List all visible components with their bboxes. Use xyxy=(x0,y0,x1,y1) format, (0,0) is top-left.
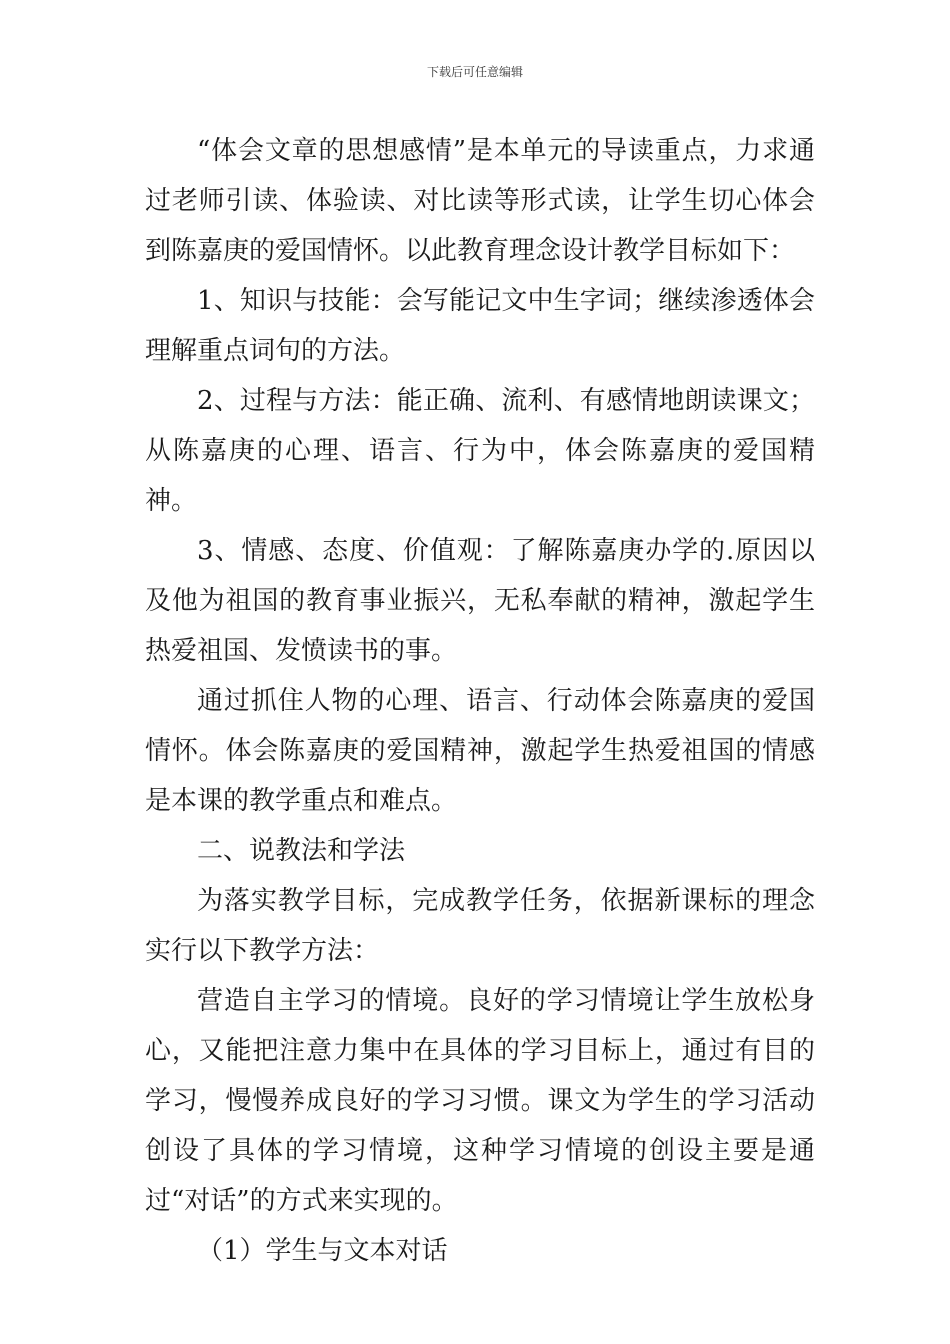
paragraph-goal-emotion: 3、情感、态度、价值观：了解陈嘉庚办学的.原因以及他为祖国的教育事业振兴，无私奉献的精神，激起学生热爱祖国、发愤读书的事。 xyxy=(145,536,815,666)
paragraph-methods-intro: 为落实教学目标，完成教学任务，依据新课标的理念实行以下教学方法： xyxy=(145,886,815,966)
paragraph-intro: “体会文章的思想感情”是本单元的导读重点，力求通过老师引读、体验读、对比读等形式读，让学生切心体会到陈嘉庚的爱国情怀。以此教育理念设计教学目标如下： xyxy=(145,136,815,266)
paragraph-key-points: 通过抓住人物的心理、语言、行动体会陈嘉庚的爱国情怀。体会陈嘉庚的爱国精神，激起学生热爱祖国的情感是本课的教学重点和难点。 xyxy=(145,686,815,816)
document-body xyxy=(145,126,815,1276)
section-heading-methods: 二、说教法和学法 xyxy=(197,836,406,866)
page-header: 下载后可任意编辑 xyxy=(426,65,523,79)
paragraph-goal-knowledge: 1、知识与技能：会写能记文中生字词；继续渗透体会理解重点词句的方法。 xyxy=(145,286,815,366)
paragraph-goal-process: 2、过程与方法：能正确、流利、有感情地朗读课文；从陈嘉庚的心理、语言、行为中，体会陈嘉庚的爱国精神。 xyxy=(145,386,815,516)
paragraph-learning-context: 营造自主学习的情境。良好的学习情境让学生放松身心，又能把注意力集中在具体的学习目标上，通过有目的学习，慢慢养成良好的学习习惯。课文为学生的学习活动创设了具体的学习情境，这种学习情境的创设主要是通过“对话”的方式来实现的。 xyxy=(145,986,815,1216)
subheading-student-text-dialogue: （1）学生与文本对话 xyxy=(197,1236,448,1266)
